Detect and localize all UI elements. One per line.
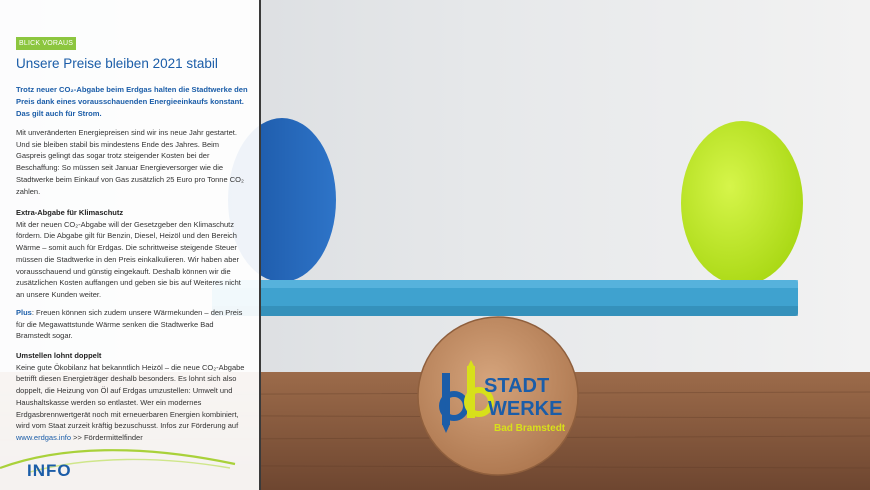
panel-divider [259,0,261,490]
section-switch-heading: Umstellen lohnt doppelt [16,351,102,360]
category-tag: BLICK VORAUS [16,37,76,50]
article-title: Unsere Preise bleiben 2021 stabil [16,56,218,71]
green-egg [681,121,803,285]
section-switch-text: Keine gute Ökobilanz hat bekanntlich Heizöl – die neue CO₂-Abgabe betrifft diesen Energieträger deshalb besonders. Es lohnt sich also doppelt, die Heizung von Öl auf Erdgas umzustellen: Umwelt und Haushaltskasse werden so entlastet. Wer ein modernes Erdgasbrennwertgerät noch mit erneuerbaren Energien kombiniert, wird vom Staat zurzeit kräftig bezuschusst. Infos zur Förderung auf [16,362,245,431]
logo-line3: Bad Bramstedt [494,423,566,434]
info-label: INFO [27,461,72,480]
plus-text: : Freuen können sich zudem unsere Wärmekunden – den Preis für die Megawattstunde Wärme senken die Stadtwerke Bad Bramstedt sogar. [16,308,243,341]
erdgas-link[interactable]: www.erdgas.info [16,432,72,442]
section-climate [16,207,248,301]
paragraph-intro: Mit unveränderten Energiepreisen sind wir ins neue Jahr gestartet. Und sie bleiben stabil bis mindestens Ende des Jahres. Beim Gaspreis gelingt das sogar trotz steigender Kosten bei der Beschaffung: So müssen seit Januar Energieversorger wie die Stadtwerke beim Einkauf von Gas zusätzlich 25 Euro pro Tonne CO₂ zahlen. [16,128,244,196]
section-switch [16,350,248,444]
section-switch-after-link: >> Fördermittelfinder [71,432,143,442]
section-climate-text: Mit der neuen CO₂-Abgabe will der Gesetzgeber den Klimaschutz fördern. Die Abgabe gilt für Benzin, Diesel, Heizöl und den Bereich Wärme – somit auch für Erdgas. Die schrittweise steigende Steuer müssen die Stadtwerke in den Preis einkalkulieren. Wir haben aber vorausschauend und günstig eingekauft. Deshalb können wir die zusätzlichen Kosten auffangen und geben sie bis auf Weiteres nicht an unsere Kunden weiter. [16,219,241,299]
plus-paragraph [16,307,248,342]
logo-line2: WERKE [488,398,563,420]
logo-line1: STADT [484,375,550,397]
article-lead: Trotz neuer CO₂-Abgabe beim Erdgas halten die Stadtwerke den Preis dank eines vorausschauenden Energieeinkaufs konstant. Das gilt auch für Strom. [16,85,248,118]
section-climate-heading: Extra-Abgabe für Klimaschutz [16,208,124,217]
plus-label: Plus [16,308,32,317]
